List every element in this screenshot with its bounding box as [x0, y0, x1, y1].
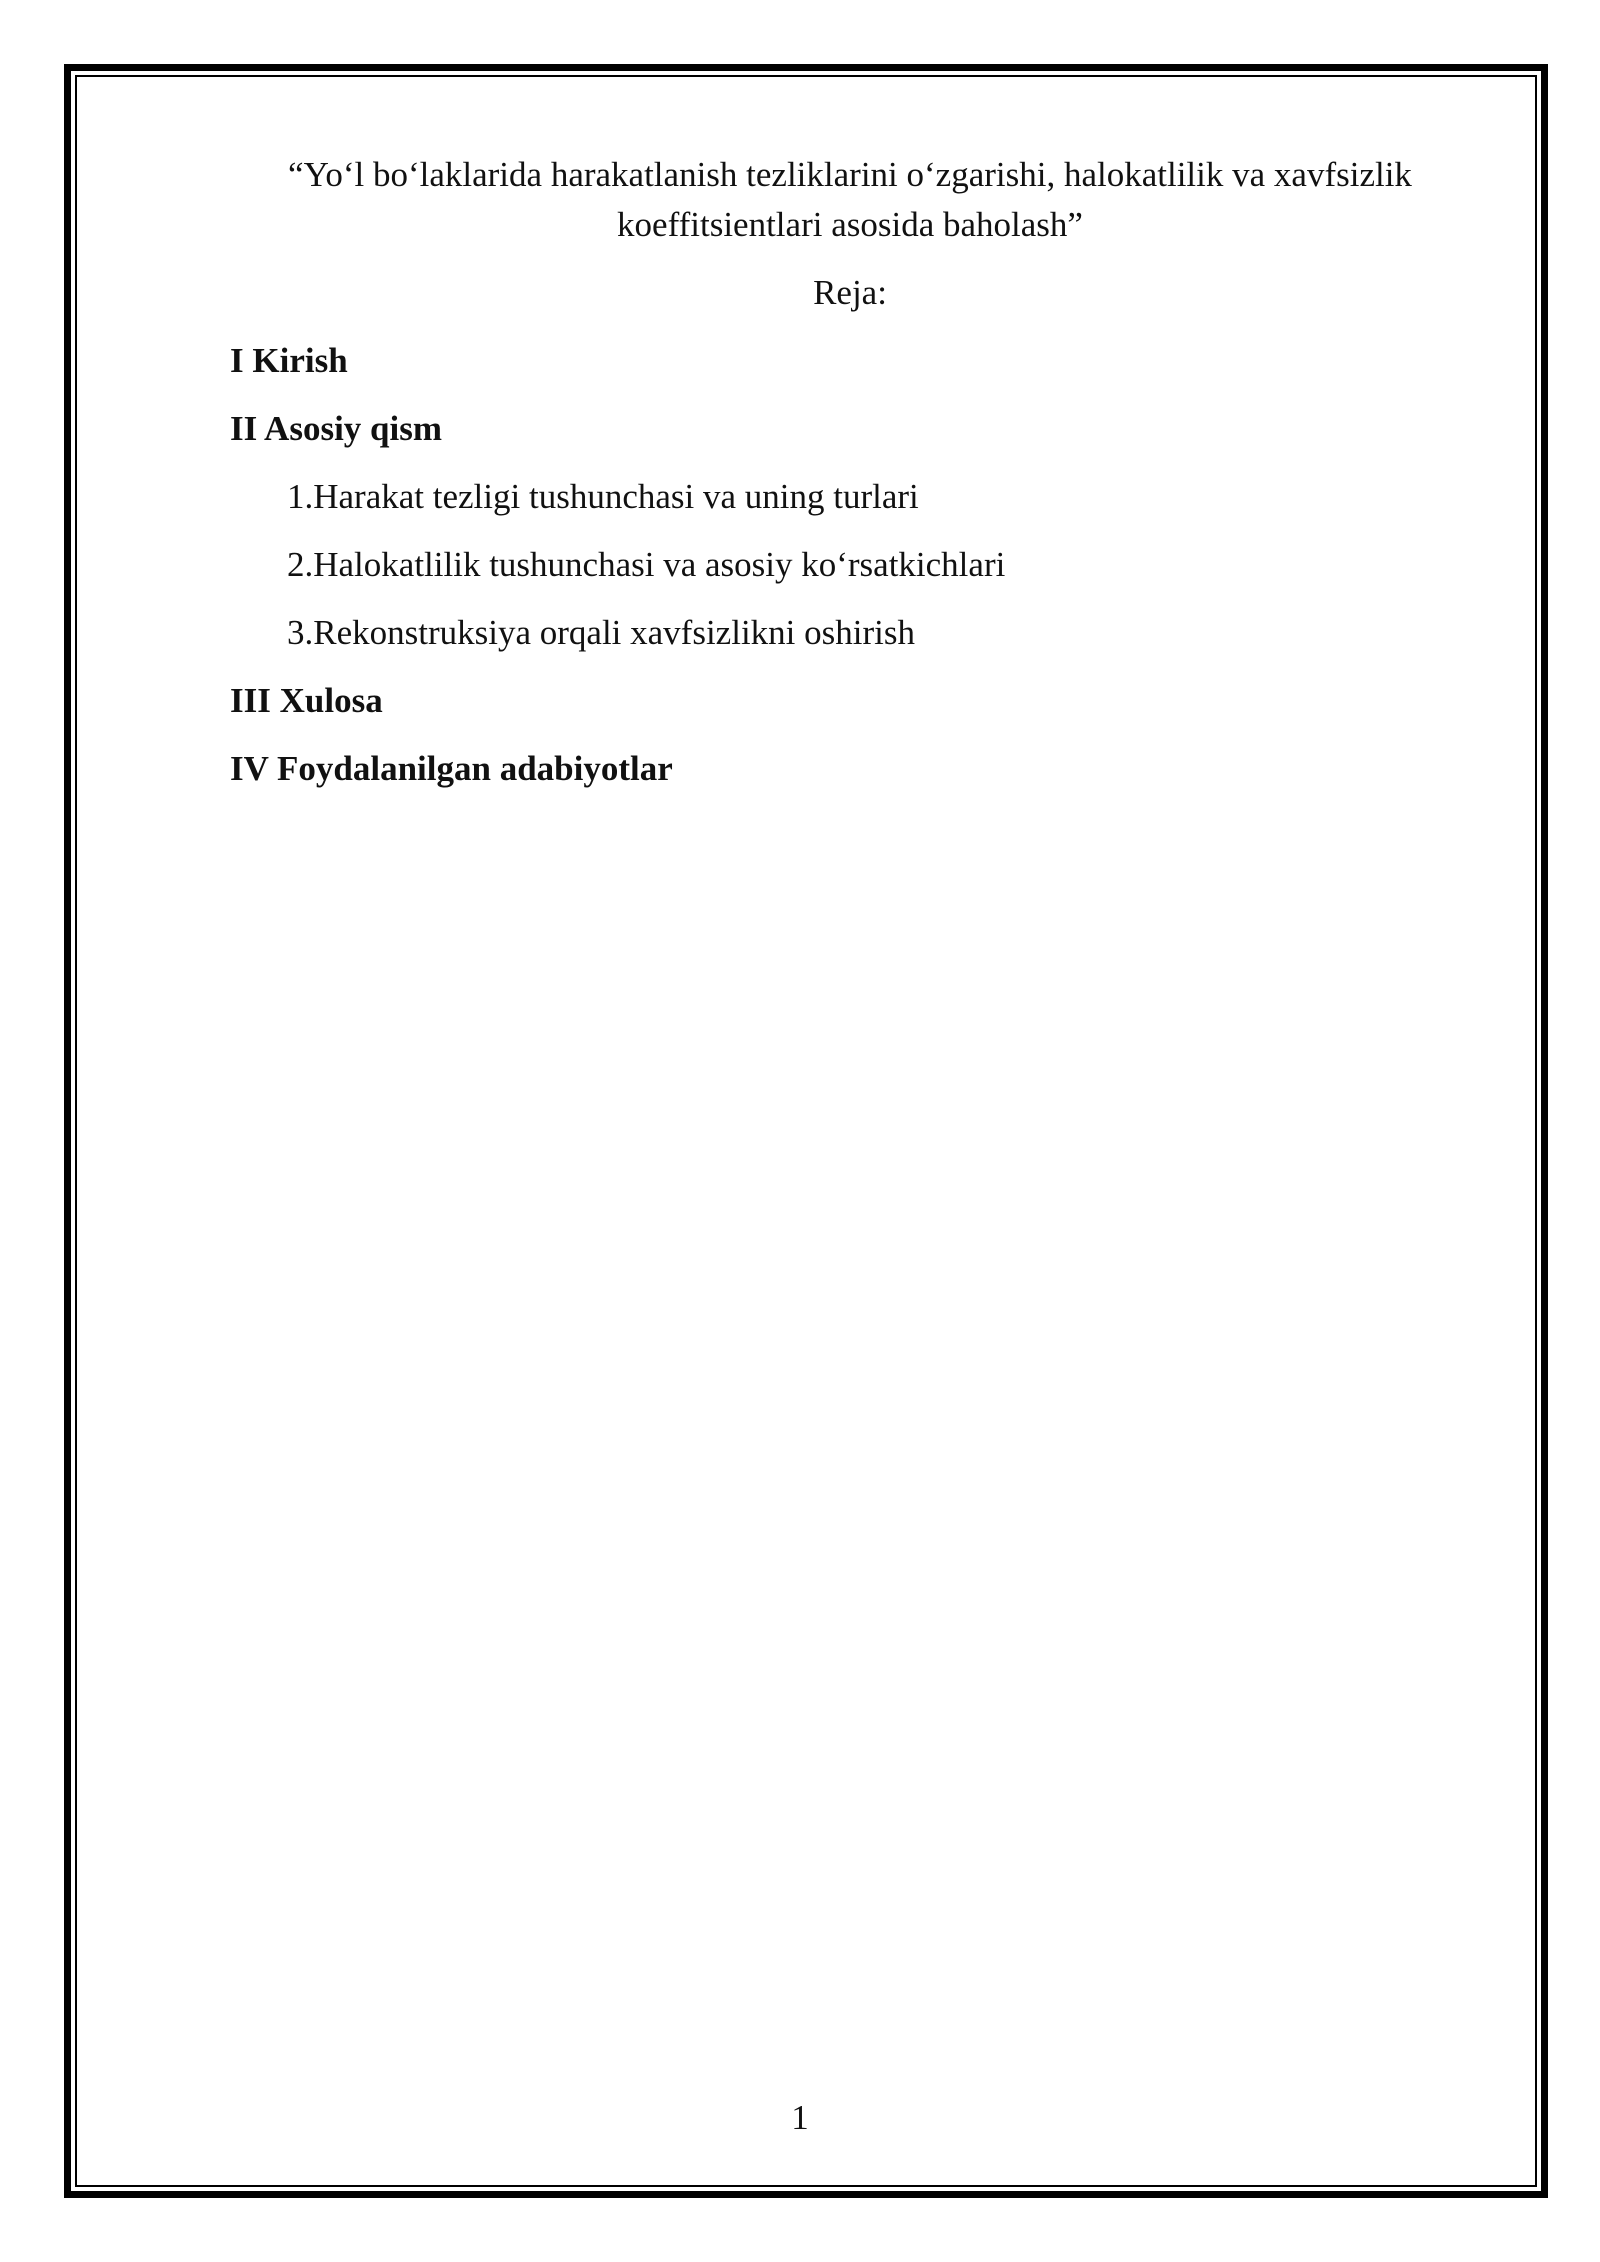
- main-part-item-2: 2.Halokatlilik tushunchasi va asosiy ko‘rsatkichlari: [287, 545, 1006, 584]
- main-part-item-3: 3.Rekonstruksiya orqali xavfsizlikni oshirish: [287, 613, 915, 652]
- document-title: [230, 150, 1470, 250]
- section-references: IV Foydalanilgan adabiyotlar: [230, 749, 673, 788]
- section-main-part: II Asosiy qism: [230, 409, 443, 448]
- section-conclusion: III Xulosa: [230, 681, 383, 720]
- document-title-line-1: “Yo‘l bo‘laklarida harakatlanish tezliklarini o‘zgarishi, halokatlilik va xavfsizlik: [288, 155, 1412, 194]
- main-part-item-1: 1.Harakat tezligi tushunchasi va uning turlari: [287, 477, 919, 516]
- page-number: 1: [791, 2098, 809, 2137]
- document-body: [230, 150, 1470, 812]
- section-introduction: I Kirish: [230, 341, 348, 380]
- plan-heading: Reja:: [813, 273, 887, 312]
- document-title-line-2: koeffitsientlari asosida baholash”: [617, 205, 1083, 244]
